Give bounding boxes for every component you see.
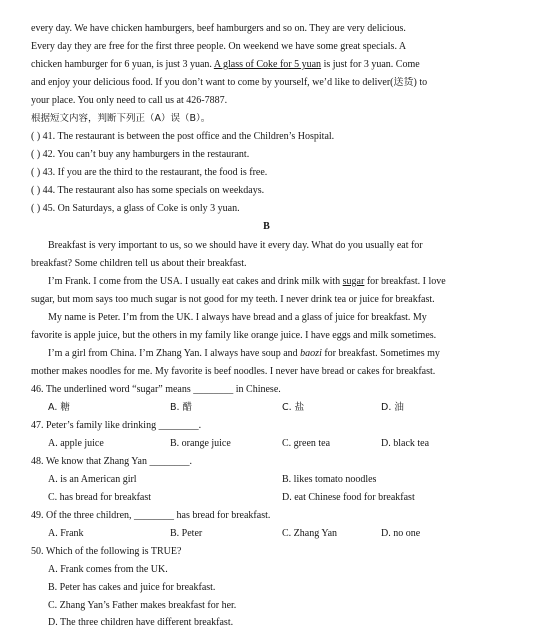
question-49: 49. Of the three children, ________ has bread for breakfast. [31, 510, 271, 521]
passage-a-line-1: every day. We have chicken hamburgers, beef hamburgers and so on. They are very delicious. [31, 23, 406, 34]
p2-line-1-end: for breakfast. I love [364, 276, 446, 287]
q47-option-c: C. green tea [282, 438, 331, 449]
q46-option-c: C. 盐 [282, 402, 305, 413]
tf-item-45: ( ) 45. On Saturdays, a glass of Coke is only 3 yuan. [31, 203, 240, 214]
q46-option-d: D. 油 [381, 402, 404, 413]
passage-a-line-4: and enjoy your delicious food. If you don’t want to come by yourself, we’d like to deliver(送货) to [31, 77, 428, 88]
tf-item-42: ( ) 42. You can’t buy any hamburgers in the restaurant. [31, 149, 250, 160]
passage-b-p4-line-2: mother makes noodles for me. My favorite is beef noodles. I never have bread or cakes for breakfast. [31, 366, 436, 377]
q46-option-a: A. 糖 [48, 402, 70, 413]
passage-a-line-3-start: chicken hamburger for 6 yuan, is just 3 yuan. [31, 59, 214, 70]
q49-option-b: B. Peter [170, 528, 203, 539]
q47-option-d: D. black tea [381, 438, 430, 449]
q50-option-a: A. Frank comes from the UK. [48, 564, 168, 575]
passage-b-p3-line-2: favorite is apple juice, but the others in my family like orange juice. I have eggs and milk sometimes. [31, 330, 437, 341]
passage-b-p1-line-1: Breakfast is very important to us, so we should have it every day. What do you usually eat for [48, 240, 423, 251]
q46-option-b: B. 醋 [170, 402, 193, 413]
tf-item-41: ( ) 41. The restaurant is between the post office and the Children’s Hospital. [31, 131, 335, 142]
q48-option-b: B. likes tomato noodles [282, 474, 377, 485]
passage-a-line-3-end: is just for 3 yuan. Come [321, 59, 420, 70]
question-48: 48. We know that Zhang Yan ________. [31, 456, 192, 467]
q49-option-d: D. no one [381, 528, 421, 539]
passage-b-p2-line-2: sugar, but mom says too much sugar is not good for my teeth. I never drink tea or juice for breakfast. [31, 294, 435, 305]
tf-item-44: ( ) 44. The restaurant also has some specials on weekdays. [31, 185, 265, 196]
underlined-sugar: sugar [342, 276, 365, 287]
passage-b-p2-line-1 [48, 276, 519, 288]
q50-option-b: B. Peter has cakes and juice for breakfast. [48, 582, 216, 593]
passage-b-p4-line-1 [48, 348, 519, 360]
passage-b-p3-line-1: My name is Peter. I’m from the UK. I always have bread and a glass of juice for breakfast. My [48, 312, 427, 323]
q50-option-c: C. Zhang Yan’s Father makes breakfast for her. [48, 600, 237, 611]
passage-b-p1-line-2: breakfast? Some children tell us about their breakfast. [31, 258, 247, 269]
passage-a-line-5: your place. You only need to call us at 426-7887. [31, 95, 228, 106]
passage-a-line-2: Every day they are free for the first three people. On weekend we have some great specials. A [31, 41, 407, 52]
passage-a-line-3 [31, 59, 519, 71]
tf-item-43: ( ) 43. If you are the third to the restaurant, the food is free. [31, 167, 268, 178]
p4-line-1-start: I’m a girl from China. I’m Zhang Yan. I always have soup and [48, 348, 301, 359]
tf-instruction: 根据短文内容，判断下列正（A）误（B）。 [31, 113, 211, 124]
underlined-coke-phrase: A glass of Coke for 5 yuan [213, 59, 322, 70]
q48-option-c: C. has bread for breakfast [48, 492, 152, 503]
q49-option-c: C. Zhang Yan [282, 528, 338, 539]
p4-line-1-end: for breakfast. Sometimes my [321, 348, 440, 359]
q47-option-a: A. apple juice [48, 438, 104, 449]
question-46: 46. The underlined word “sugar” means ________ in Chinese. [31, 384, 281, 395]
q48-option-a: A. is an American girl [48, 474, 137, 485]
q49-option-a: A. Frank [48, 528, 84, 539]
q47-option-b: B. orange juice [170, 438, 231, 449]
p2-line-1-start: I’m Frank. I come from the USA. I usually eat cakes and drink milk with [48, 276, 343, 287]
question-50: 50. Which of the following is TRUE? [31, 546, 182, 557]
q48-option-d: D. eat Chinese food for breakfast [282, 492, 415, 503]
q50-option-d: D. The three children have different breakfast. [48, 617, 234, 628]
section-b-heading: B [263, 221, 270, 232]
question-47: 47. Peter’s family like drinking ________. [31, 420, 202, 431]
baozi-word: baozi [300, 348, 322, 359]
